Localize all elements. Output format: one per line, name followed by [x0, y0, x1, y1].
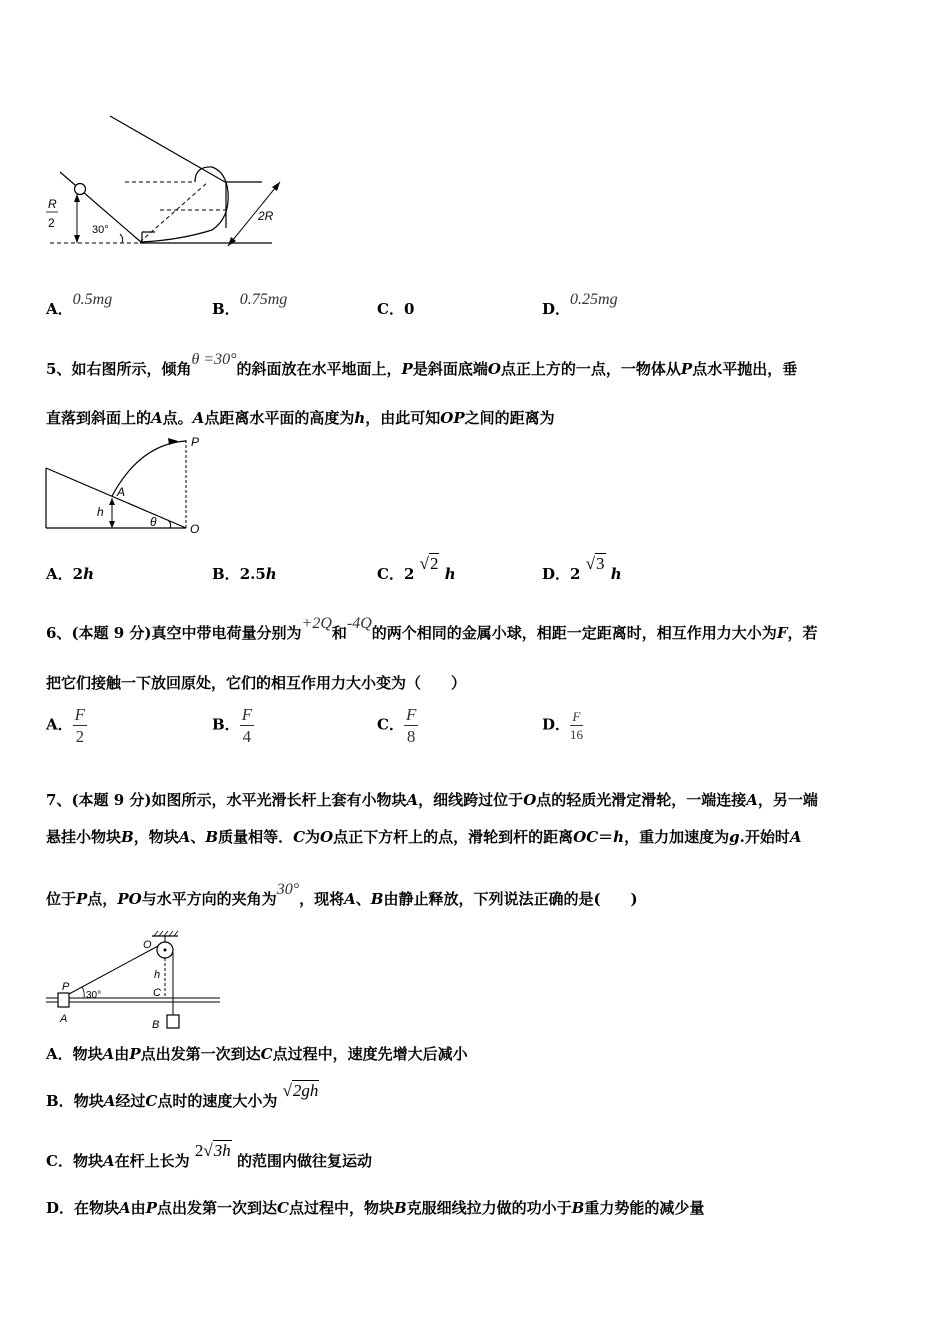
q5-option-b: B．2.5h — [212, 565, 277, 583]
q4-option-d-value: 0.25mg — [570, 291, 618, 308]
q4-fig-angle: 30° — [92, 224, 109, 236]
q5-line-2: 直落到斜面上的A点。A点距离水平面的高度为h，由此可知OP之间的距离为 — [46, 409, 555, 427]
q5-option-c: C．2 √2 h — [377, 554, 456, 583]
q7-option-d: D．在物块A由P点出发第一次到达C点过程中，物块B克服细线拉力做的功小于B重力势能的减少量 — [46, 1199, 705, 1217]
q6-charge-2: -4Q — [346, 615, 372, 632]
q6-option-c: C． $\frac{F}{8}$ — [377, 705, 417, 746]
q7-figure — [40, 930, 230, 1035]
ball-icon — [75, 184, 86, 195]
q7-line-3: 位于P点，PO与水平方向的夹角为30°，现将A、B由静止释放，下列说法正确的是( ) — [46, 881, 638, 908]
q5-figure — [40, 432, 210, 540]
q5-option-d: D．2 √3 h — [542, 554, 622, 583]
q4-option-d: D．0.25mg — [542, 291, 618, 318]
q7-option-a: A．物块A由P点出发第一次到达C点过程中，速度先增大后减小 — [46, 1045, 468, 1063]
q4-fig-r-num: R — [48, 197, 57, 211]
q5-line-1: 5、如右图所示，倾角θ =30°的斜面放在水平地面上，P是斜面底端O点正上方的一点，一物体从P点水平抛出，垂 — [46, 351, 798, 378]
q4-option-c-value: 0 — [403, 300, 415, 318]
q6-option-d: D． $\frac{F}{16}$ — [542, 709, 584, 742]
q7-fig-b: B — [152, 1019, 160, 1031]
q6-charge-1: +2Q — [301, 615, 332, 632]
q5-fig-o: O — [190, 522, 200, 536]
q5-fig-theta: θ — [150, 515, 157, 529]
q4-fig-r-den: 2 — [48, 216, 55, 230]
q7-line-2: 悬挂小物块B，物块A、B质量相等．C为O点正下方杆上的点，滑轮到杆的距离OC＝h，重力加速度为g.开始时A — [46, 828, 802, 846]
q7-fig-c: C — [153, 987, 161, 999]
q6-option-a: A． $\frac{F}{2}$ — [46, 705, 86, 746]
q5-option-a: A．2h — [46, 565, 94, 583]
q7-fig-a: A — [60, 1013, 68, 1025]
q4-option-c: C．0 — [377, 300, 415, 318]
q5-fig-p: P — [191, 435, 200, 449]
q7-fig-h: h — [154, 969, 161, 981]
q7-option-b: B．物块A经过C点时的速度大小为 √2gh — [46, 1081, 319, 1110]
q4-option-b: B．0.75mg — [212, 291, 288, 318]
q5-fig-a: A — [117, 485, 126, 499]
q7-fig-p: P — [62, 981, 70, 993]
q4-option-b-value: 0.75mg — [239, 291, 288, 308]
q7-angle: 30° — [276, 881, 300, 898]
q4-fig-2r: 2R — [258, 209, 274, 223]
block-a-icon — [58, 993, 69, 1007]
block-b-icon — [167, 1015, 179, 1028]
q5-angle: θ =30° — [191, 351, 237, 368]
q7-fig-o: O — [143, 939, 152, 951]
q4-option-a-value: 0.5mg — [72, 291, 113, 308]
q7-option-c: C．物块A在杆上长为 2√3h 的范围内做往复运动 — [46, 1141, 372, 1170]
q6-line-1: 6、(本题 9 分)真空中带电荷量分别为+2Q和-4Q的两个相同的金属小球，相距一定距离时，相互作用力大小为F，若 — [46, 615, 818, 642]
q7-line-1: 7、(本题 9 分)如图所示，水平光滑长杆上套有小物块A，细线跨过位于O点的轻质光滑定滑轮，一端连接A，另一端 — [46, 791, 818, 809]
q6-line-2: 把它们接触一下放回原处，它们的相互作用力大小变为（ ） — [46, 674, 467, 692]
q5-fig-h: h — [97, 505, 104, 519]
q6-option-b: B． $\frac{F}{4}$ — [212, 705, 253, 746]
q4-option-a: A．0.5mg — [46, 291, 113, 318]
q7-fig-angle: 30° — [86, 990, 102, 1001]
q4-figure — [40, 110, 300, 255]
